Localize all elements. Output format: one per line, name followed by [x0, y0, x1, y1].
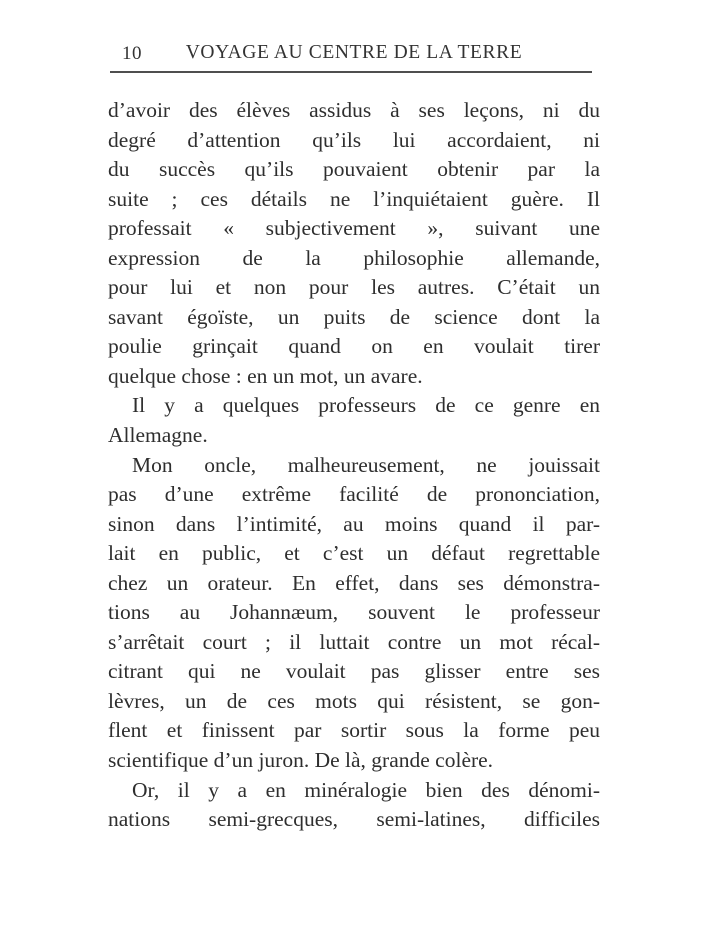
text-line: Or, il y a en minéralogie bien des dénomi-	[132, 777, 600, 802]
text-line: flent et finissent par sortir sous la forme peu	[108, 718, 600, 743]
page-number: 10	[122, 43, 142, 64]
text-line: d’avoir des élèves assidus à ses leçons, ni du	[108, 98, 600, 122]
text-line: s’arrêtait court ; il luttait contre un mot récal-	[108, 629, 600, 654]
text-line: Mon oncle, malheureusement, ne jouissait	[132, 452, 600, 477]
page-header	[108, 42, 600, 68]
text-line: degré d’attention qu’ils lui accordaient, ni	[108, 127, 600, 152]
page-body	[108, 96, 600, 835]
text-line: tions au Johannæum, souvent le professeur	[108, 600, 600, 625]
text-line: du succès qu’ils pouvaient obtenir par la	[108, 157, 600, 182]
text-line: scientifique d’un juron. De là, grande colère.	[108, 748, 494, 773]
header-rule	[110, 71, 592, 73]
text-line: lèvres, un de ces mots qui résistent, se gon-	[108, 688, 600, 713]
text-line: pas d’une extrême facilité de prononciation,	[108, 482, 600, 507]
text-line: nations semi-grecques, semi-latines, difficiles	[108, 807, 600, 832]
text-line: savant égoïste, un puits de science dont la	[108, 304, 600, 329]
text-line: quelque chose : en un mot, un avare.	[108, 363, 423, 388]
text-line: pour lui et non pour les autres. C’était un	[108, 275, 600, 300]
text-line: lait en public, et c’est un défaut regrettable	[108, 541, 600, 566]
text-line: Allemagne.	[108, 423, 208, 448]
running-title: VOYAGE AU CENTRE DE LA TERRE	[185, 42, 523, 63]
text-line: citrant qui ne voulait pas glisser entre ses	[108, 659, 600, 684]
text-line: expression de la philosophie allemande,	[108, 245, 600, 270]
text-line: suite ; ces détails ne l’inquiétaient guère. Il	[108, 186, 600, 211]
text-line: professait « subjectivement », suivant une	[108, 216, 600, 241]
text-line: Il y a quelques professeurs de ce genre en	[132, 393, 600, 418]
text-line: chez un orateur. En effet, dans ses démonstra-	[108, 570, 600, 595]
text-line: poulie grinçait quand on en voulait tirer	[108, 334, 600, 359]
text-line: sinon dans l’intimité, au moins quand il par-	[108, 511, 600, 536]
